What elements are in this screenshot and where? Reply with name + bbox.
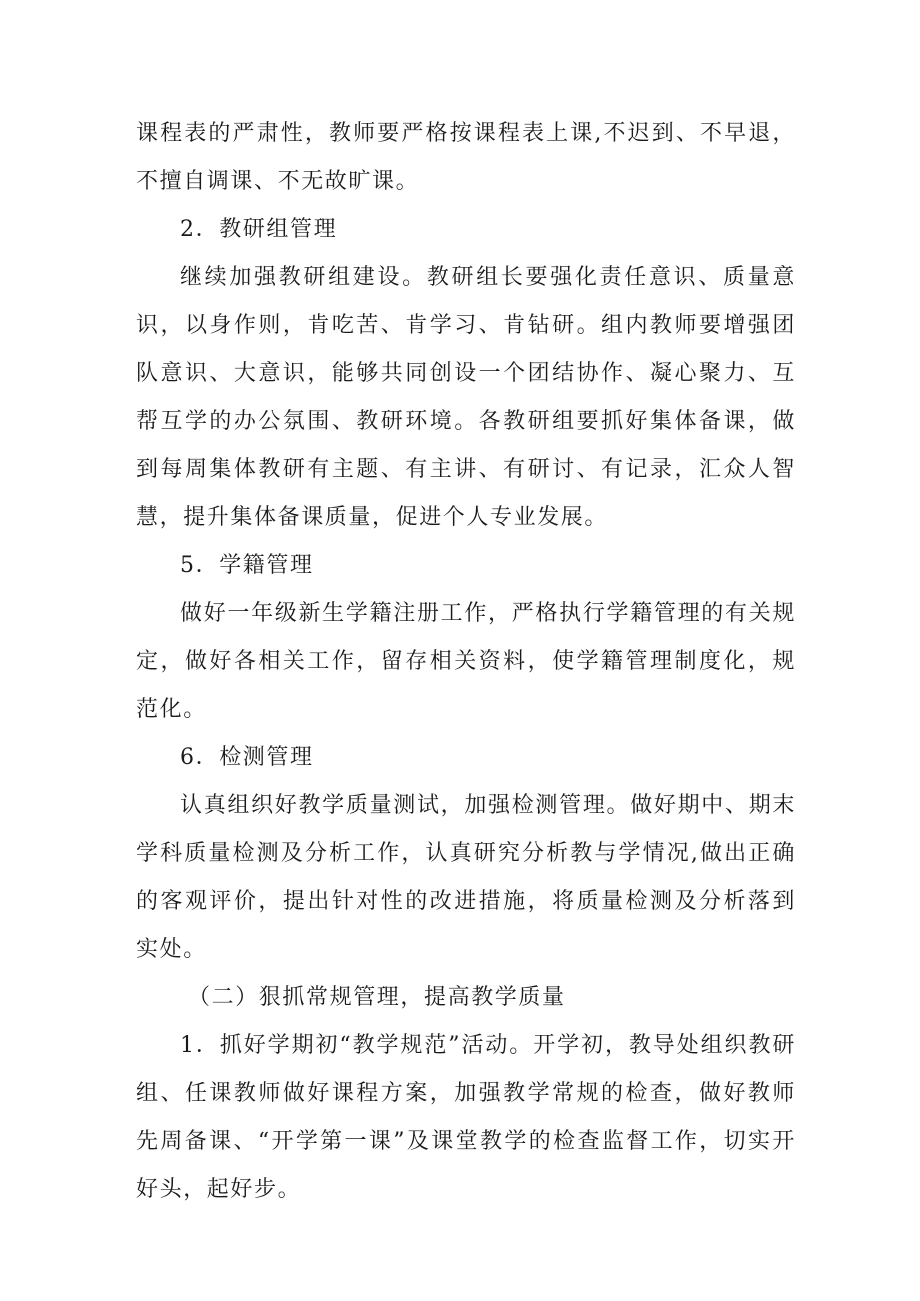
heading-assessment-management: 6．检测管理 (180, 745, 314, 770)
paragraph-assessment: 认真组织好教学质量测试，加强检测管理。做好期中、期末学科质量检测及分析工作，认真研究分析教与学情况,做出正确的客观评价，提出针对性的改进措施，将质量检测及分析落到实处。 (136, 793, 796, 962)
paragraph-student-records: 做好一年级新生学籍注册工作，严格执行学籍管理的有关规定，做好各相关工作，留存相关资料，使学籍管理制度化，规范化。 (136, 601, 796, 722)
paragraph-schedule-discipline: 课程表的严肃性，教师要严格按课程表上课,不迟到、不早退，不擅自调课、不无故旷课。 (136, 121, 796, 194)
section-heading-routine-management: （二）狠抓常规管理，提高教学质量 (188, 985, 566, 1010)
document-body (136, 110, 796, 1214)
heading-student-records-management: 5．学籍管理 (180, 553, 314, 578)
paragraph-research-group: 继续加强教研组建设。教研组长要强化责任意识、质量意识，以身作则，肯吃苦、肯学习、肯钻研。组内教师要增强团队意识、大意识，能够共同创设一个团结协作、凝心聚力、互帮互学的办公氛围、教研环境。各教研组要抓好集体备课，做到每周集体教研有主题、有主讲、有研讨、有记录，汇众人智慧，提升集体备课质量，促进个人专业发展。 (136, 265, 796, 530)
paragraph-semester-start: 1．抓好学期初“教学规范”活动。开学初，教导处组织教研组、任课教师做好课程方案，加强教学常规的检查，做好教师先周备课、“开学第一课”及课堂教学的检查监督工作，切实开好头，起好步。 (136, 1033, 796, 1202)
heading-research-group-management: 2．教研组管理 (180, 217, 338, 242)
